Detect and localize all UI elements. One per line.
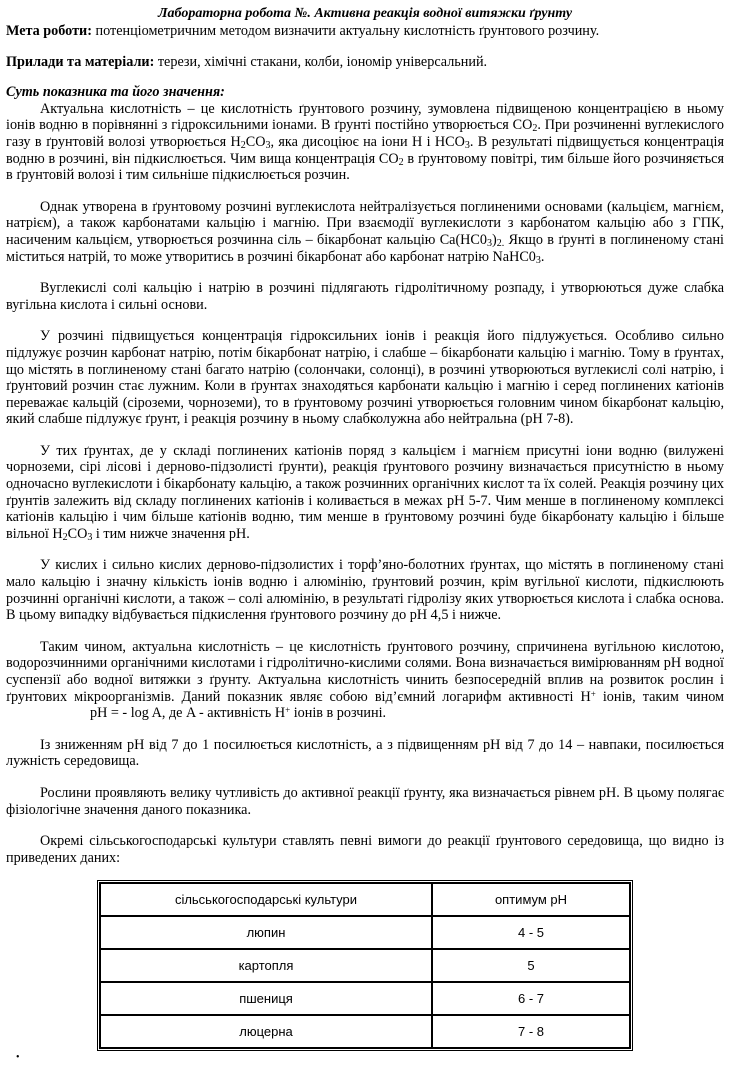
ph-optimum-table xyxy=(97,880,633,1051)
section-title: Суть показника та його значення: xyxy=(6,84,225,101)
table-cell-ph: 4 - 5 xyxy=(432,916,630,949)
paragraph-8: Із зниженням pH від 7 до 1 посилюється кислотність, а з підвищенням pH від 7 до 14 – навпаки, посилюється лужність середовища. xyxy=(6,736,724,770)
table-cell-ph: 7 - 8 xyxy=(432,1015,630,1048)
document-title: Лабораторна робота №. Активна реакція водної витяжки ґрунту xyxy=(157,6,573,21)
table-header-crops: сільськогосподарські культури xyxy=(100,883,432,916)
table-row xyxy=(100,949,630,982)
footer-bullet: • xyxy=(16,1052,20,1063)
table-row xyxy=(100,916,630,949)
paragraph-5: У тих ґрунтах, де у складі поглинених катіонів поряд з кальцієм і магнієм присутні іони водню (вилужені чорноземи, сірі лісові і дерново-підзолисті ґрунти), реакція ґрунтового розчину визначається присутністю в ньому одночасно вуглекислоти і бікарбонату кальцію, а також розчинних органічних кислот та їх солей. Реакція розчину цих ґрунтів залежить від складу поглинених катіонів і коливається в межах pH 5-7. Чим менше в поглиненому комплексі катіонів кальцію і чим більше катіонів водню, тим менше в ґрунтовому розчині буде бікарбонату кальцію і більше вільної $H_2CO_3$ і тим нижче значення pH. xyxy=(6,442,724,543)
table-row xyxy=(100,982,630,1015)
paragraph-3: Вуглекислі солі кальцію і натрію в розчині підлягають гідролітичному розпаду, і утворюються дуже слабка вугільна кислота і сильні основи. xyxy=(6,280,724,313)
materials-label: Прилади та матеріали: xyxy=(6,53,155,70)
paragraph-6: У кислих і сильно кислих дерново-підзолистих і торф’яно-болотних ґрунтах, що містять в поглиненому стані мало кальцію і значну кількість іонів водню і алюмінію, ґрунтовий розчин, крім вугільної кислоти, підкислюють розчинні органічні кислоти, а також – солі алюмінію, в результаті гідролізу яких утворюється кислота і слабка основа. В цьому випадку відбувається підкислення ґрунтового розчину до pH 4,5 і нижче. xyxy=(6,557,724,624)
table-row xyxy=(100,1015,630,1048)
paragraph-4: У розчині підвищується концентрація гідроксильних іонів і реакція його підлужується. Особливо сильно підлужує розчин карбонат натрію, потім бікарбонат натрію, і слабше – бікарбонати кальцію і магнію. Тому в ґрунтах, що містять в поглиненому стані багато натрію (солончаки, солонці), в розчині утворюються вуглекислі солі натрію, і ґрунтовий розчин стає лужним. Коли в ґрунтах знаходяться карбонати кальцію і магнію і серед поглинених катіонів переважає кальцій (сіроземи, чорноземи), то в ґрунтовому розчині утворюється головним чином бікарбонат кальцію, який слабше підлужує ґрунт, і реакція розчину в ньому слабколужна або нейтральна (pH 7-8). xyxy=(6,328,724,428)
paragraph-10: Окремі сільськогосподарські культури ставлять певні вимоги до реакції ґрунтового середовища, що видно із приведених даних: xyxy=(6,833,724,866)
table-header-ph: оптимум pH xyxy=(432,883,630,916)
paragraph-9: Рослини проявляють велику чутливість до активної реакції ґрунту, яка визначається рівнем pH. В цьому полягає фізіологічне значення даного показника. xyxy=(6,784,724,818)
materials-text: терези, хімічні стакани, колби, іономір універсальний. xyxy=(154,53,488,70)
goal-line xyxy=(6,23,724,40)
table-cell-crop: люпин xyxy=(100,916,432,949)
table-header-row xyxy=(100,883,630,916)
table-cell-ph: 5 xyxy=(432,949,630,982)
table-cell-crop: картопля xyxy=(100,949,432,982)
table-cell-ph: 6 - 7 xyxy=(432,982,630,1015)
table-cell-crop: пшениця xyxy=(100,982,432,1015)
table-cell-crop: люцерна xyxy=(100,1015,432,1048)
paragraph-1: Актуальна кислотність – це кислотність ґрунтового розчину, зумовлена підвищеною концентрацією в ньому іонів водню в порівнянні з гідроксильними іонами. В ґрунті постійно утворюється $CO_2$. При розчиненні вуглекислого газу в ґрунтовій волозі утворюється $H_2CO_3$, яка дисоціює на іони H і $HCO_3$. В результаті підвищується концентрація водню в розчині, він підкислюється. Чим вища концентрація $CO_2$ в ґрунтовому повітрі, тим більше його розчиняється в ґрунтовій волозі і тим сильніше підкислюється розчин. xyxy=(6,100,724,184)
ph-formula: pH = - log A, де A - активність H+ іонів в розчині. xyxy=(90,705,387,722)
paragraph-7: Таким чином, актуальна кислотність – це кислотність ґрунтового розчину, спричинена вугільною кислотою, водорозчинними органічними кислотами і гідролітично-кислими солями. Вона визначається вимірюванням pH водної суспензії або водної витяжки з ґрунту. Актуальна кислотність чинить безпосередній вплив на розвиток рослин і ґрунтових мікроорганізмів. Даний показник являє собою від’ємний логарифм активності H+ іонів, таким чиномpH = - log A, де A - активність H+ іонів в розчині. xyxy=(6,638,724,722)
paragraph-2: Однак утворена в ґрунтовому розчині вуглекислота нейтралізується поглиненими основами (кальцієм, магнієм, натрієм), а також карбонатами кальцію і магнію. При взаємодії вуглекислоти з карбонатом кальцію або з ГПК, насиченим кальцієм, утворюється розчинна сіль – бікарбонат кальцію $Ca(HC0_3)_{2.}$ Якщо в ґрунті в поглиненому стані міститься натрій, то може утворитись в розчині бікарбонат або карбонат натрію $NaHC0_3$. xyxy=(6,198,724,266)
materials-line xyxy=(6,54,724,71)
goal-text: потенціометричним методом визначити актуальну кислотність ґрунтового розчину. xyxy=(91,23,600,39)
ph-table-wrapper xyxy=(6,880,724,1051)
goal-label: Мета роботи: xyxy=(6,23,92,39)
